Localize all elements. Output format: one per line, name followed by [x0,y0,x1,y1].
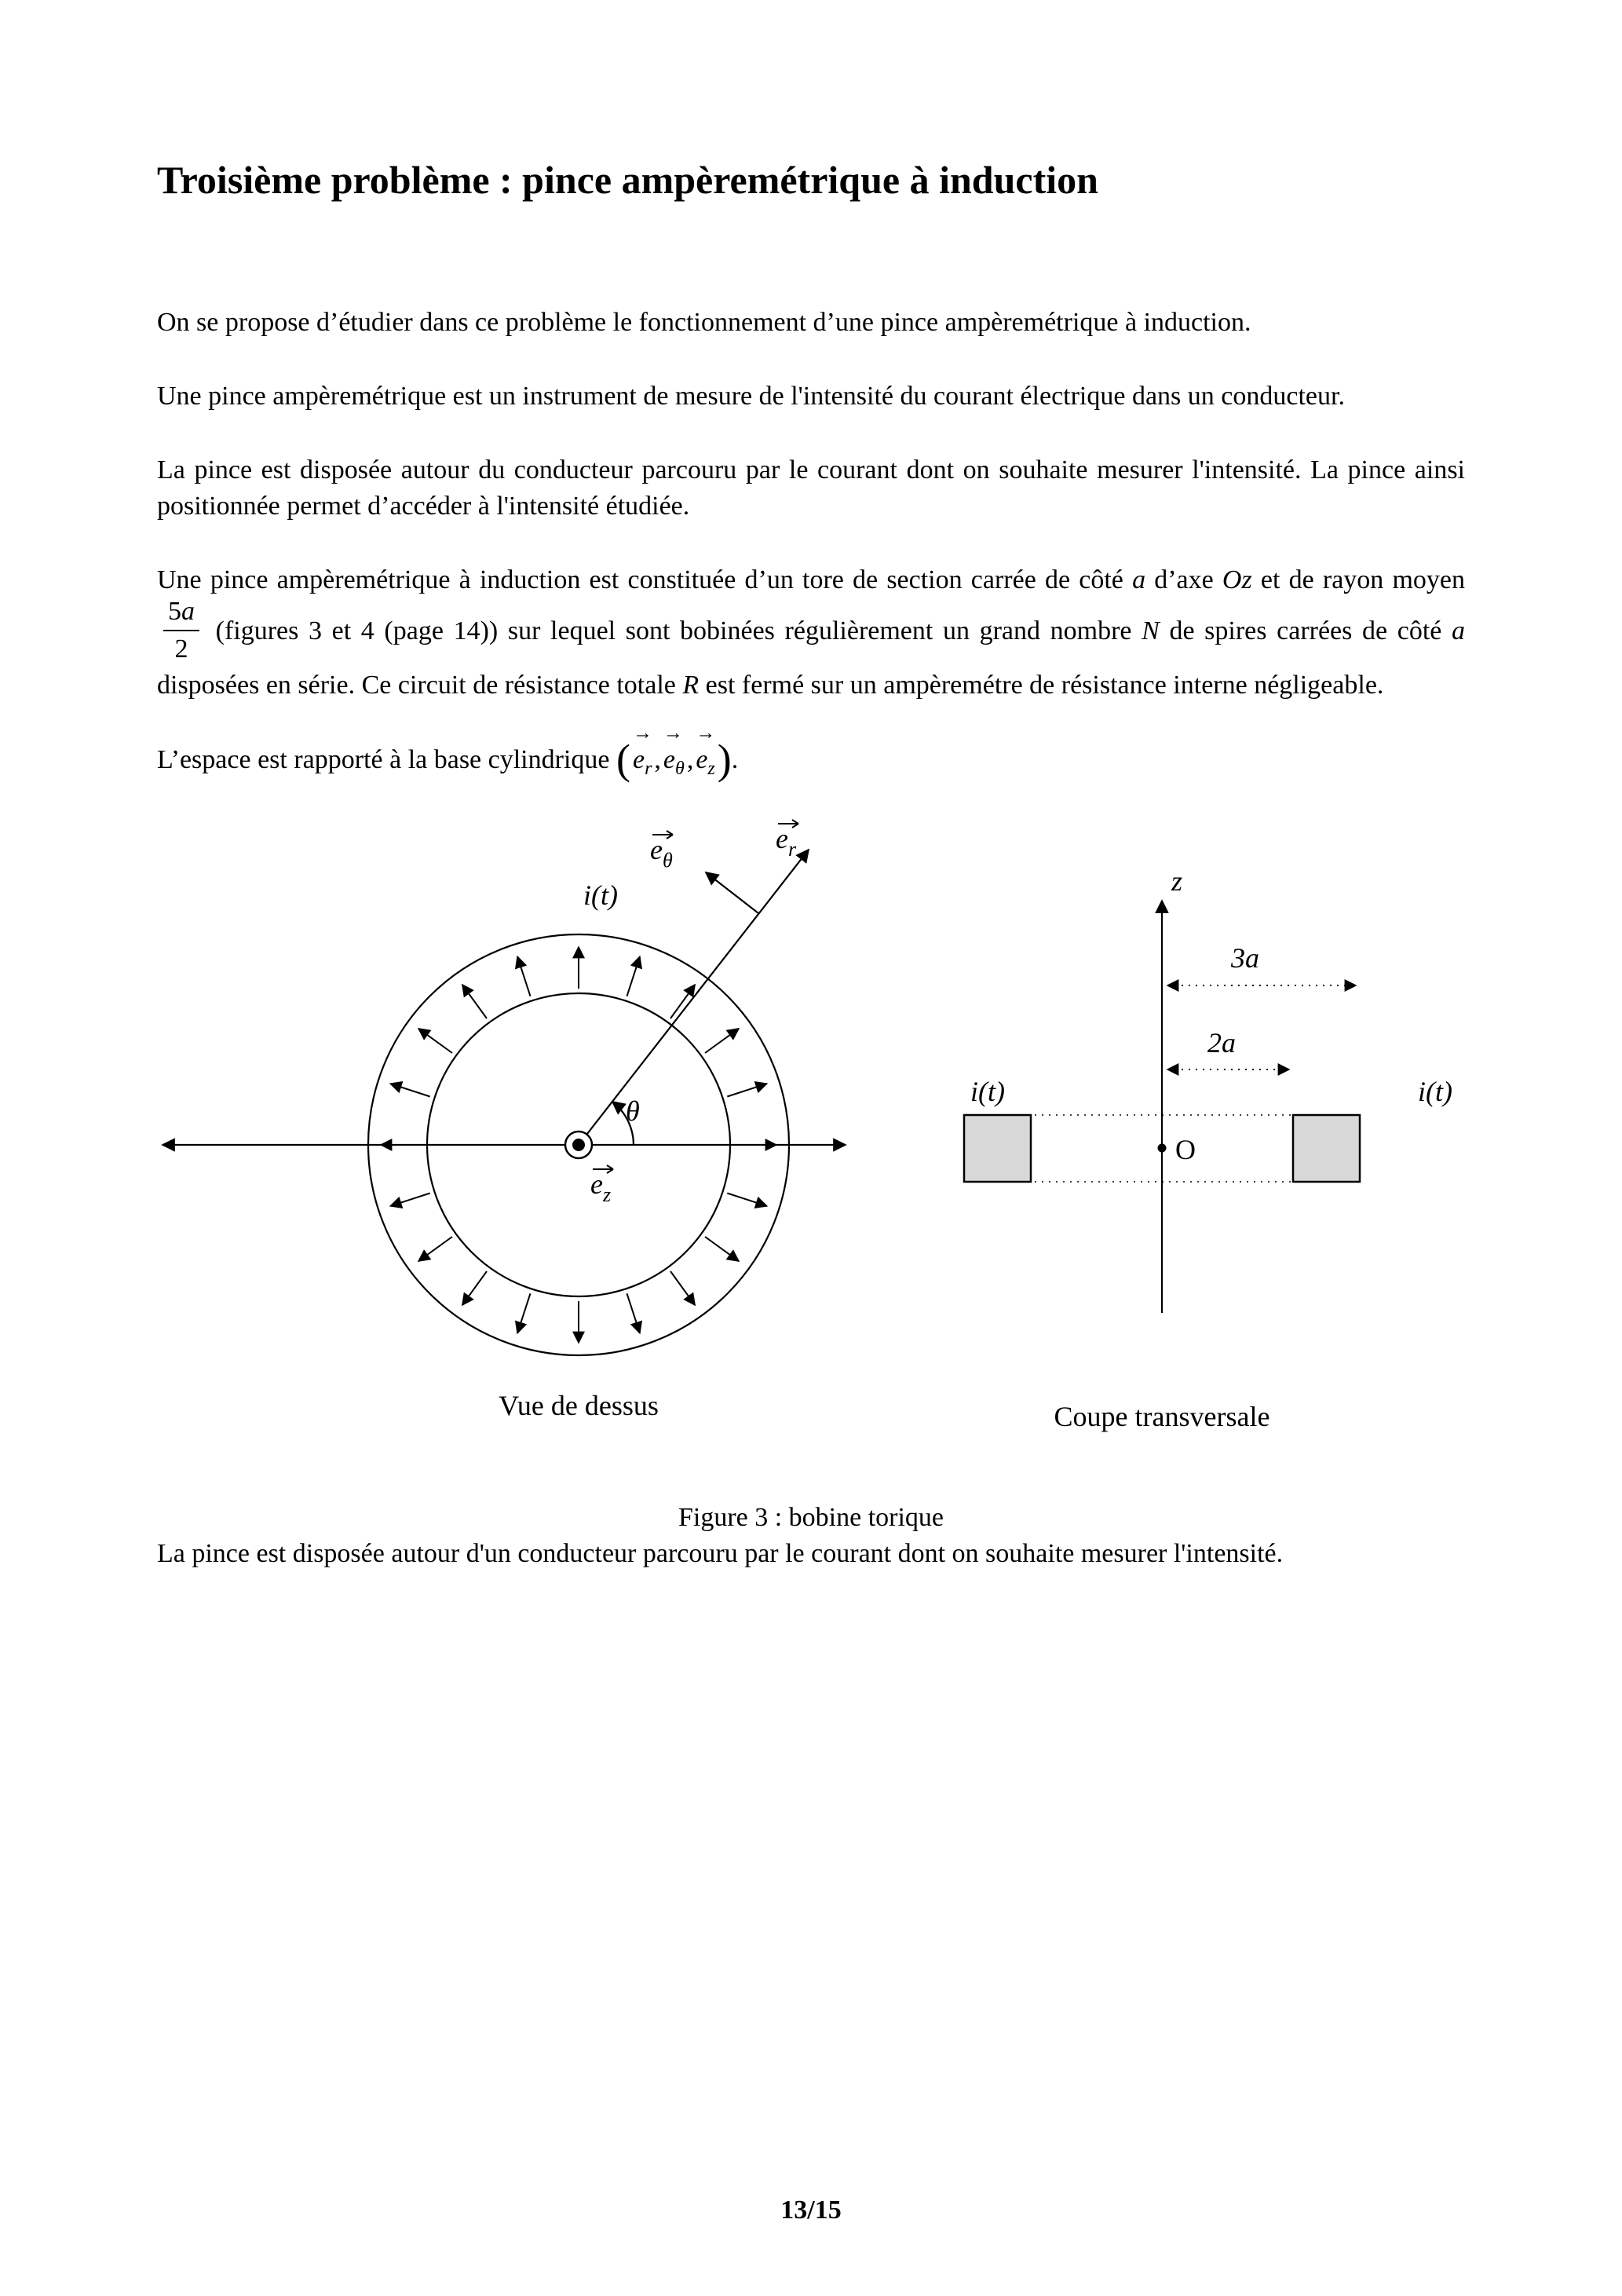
vector-arrow-icon: → [663,722,683,744]
paragraph-basis [157,722,1465,787]
e-z-vector-label [590,1165,613,1206]
winding-arrow [390,1193,429,1205]
e-z-out-of-plane-dot [572,1139,585,1151]
winding-arrow [462,985,487,1018]
construction-text-2: d’axe [1145,565,1222,594]
top-view-diagram [163,820,846,1421]
construction-text-1: Une pince ampèremétrique à induction est constituée d’un tore de section carrée de côté [157,565,1133,594]
vector-e-theta [663,722,685,787]
vector-subscript: r [645,758,652,779]
theta-angle-label: θ [626,1095,640,1127]
winding-arrow [727,1193,766,1205]
winding-arrow [418,1029,452,1053]
e-theta-arrow [706,872,758,913]
vector-base: e [632,745,645,774]
winding-arrow [390,1084,429,1096]
winding-arrow [670,1271,695,1305]
fraction-5a-over-2 [163,596,199,665]
page-title: Troisième problème : pince ampèremétrique à induction [157,158,1098,202]
fraction-denominator: 2 [174,634,188,664]
svg-text:eθ: $e_\theta$ [650,833,673,872]
var-r: R [682,671,700,700]
open-paren: ( [616,736,630,783]
origin-dot [1158,1143,1167,1152]
vector-base: e [663,745,676,774]
figure-3-bobine-torique [157,824,1465,1445]
left-current-label: i(t) [970,1075,1005,1107]
construction-text-5: de spires carrées de côté [1159,616,1452,645]
winding-arrow [627,1293,640,1333]
paragraph-intro: On se propose d’étudier dans ce problème le fonctionnement d’une pince ampèremétrique à induction. [157,308,1251,337]
z-axis-label: z [1171,865,1183,897]
paragraph-clamp-position: La pince est disposée autour d'un conducteur parcouru par le courant dont on souhaite mesurer l'intensité. [157,1538,1284,1568]
vector-base: e [696,745,708,774]
top-view-caption: Vue de dessus [499,1389,659,1421]
left-section-square [964,1115,1031,1182]
winding-arrow [705,1029,739,1053]
right-current-label: i(t) [1418,1075,1452,1107]
e-r-vector-label [776,820,798,861]
paragraph-definition: Une pince ampèremétrique est un instrument de mesure de l'intensité du courant électrique dans un conducteur. [157,382,1345,411]
winding-arrow [705,1237,739,1261]
vector-e-z [695,722,716,787]
basis-end: . [731,745,739,774]
right-section-square [1293,1115,1360,1182]
vector-e-r [632,722,652,787]
figure-3-drawing [157,824,1465,1445]
cross-section-caption: Coupe transversale [1054,1400,1270,1432]
construction-text-6: disposées en série. Ce circuit de résistance totale [157,671,683,700]
fraction-num-coefficient: 5 [168,597,181,626]
var-a-1: a [1132,565,1146,594]
dimension-2a-label: 2a [1207,1026,1236,1058]
winding-arrow [727,1084,766,1096]
var-oz: Oz [1222,565,1252,594]
top-view-current-label: i(t) [583,879,618,911]
comma-2: , [686,745,694,774]
winding-arrow [418,1237,452,1261]
construction-text-4: (figures 3 et 4 (page 14)) sur lequel sont bobinées régulièrement un grand nombre [206,616,1142,645]
basis-text: L’espace est rapporté à la base cylindrique [157,745,616,774]
winding-arrow [517,1293,530,1333]
vector-subscript: θ [675,758,685,779]
var-n: N [1142,616,1160,645]
winding-arrow [517,956,530,996]
vector-arrow-icon: → [632,722,652,744]
svg-text:er: $e_r$ [776,822,797,861]
close-paren: ) [717,736,732,783]
var-a-2: a [1452,616,1465,645]
paragraph-construction [157,562,1465,704]
winding-arrow [627,956,640,996]
fraction-num-variable: a [181,597,195,626]
construction-text-3: et de rayon moyen [1251,565,1465,594]
dimension-3a-label: 3a [1231,941,1259,974]
vector-subscript: z [707,758,715,779]
page-number: 13/15 [780,2195,842,2225]
fraction-numerator [163,596,199,631]
figure-caption: Figure 3 : bobine torique [678,1502,944,1532]
cross-section-diagram [964,865,1452,1432]
e-theta-vector-label [650,831,673,872]
paragraph-usage: La pince est disposée autour du conducteur parcouru par le courant dont on souhaite mesurer l'intensité. La pince ainsi positionnée permet d’accéder à l'intensité étudiée. [157,455,1465,521]
construction-text-7: est fermé sur un ampèremétre de résistance interne négligeable. [699,671,1384,700]
comma-1: , [654,745,661,774]
svg-text:ez: $e_z$ [590,1168,612,1206]
vector-arrow-icon: → [696,722,716,744]
winding-arrow [462,1271,487,1305]
origin-label: O [1175,1133,1196,1165]
